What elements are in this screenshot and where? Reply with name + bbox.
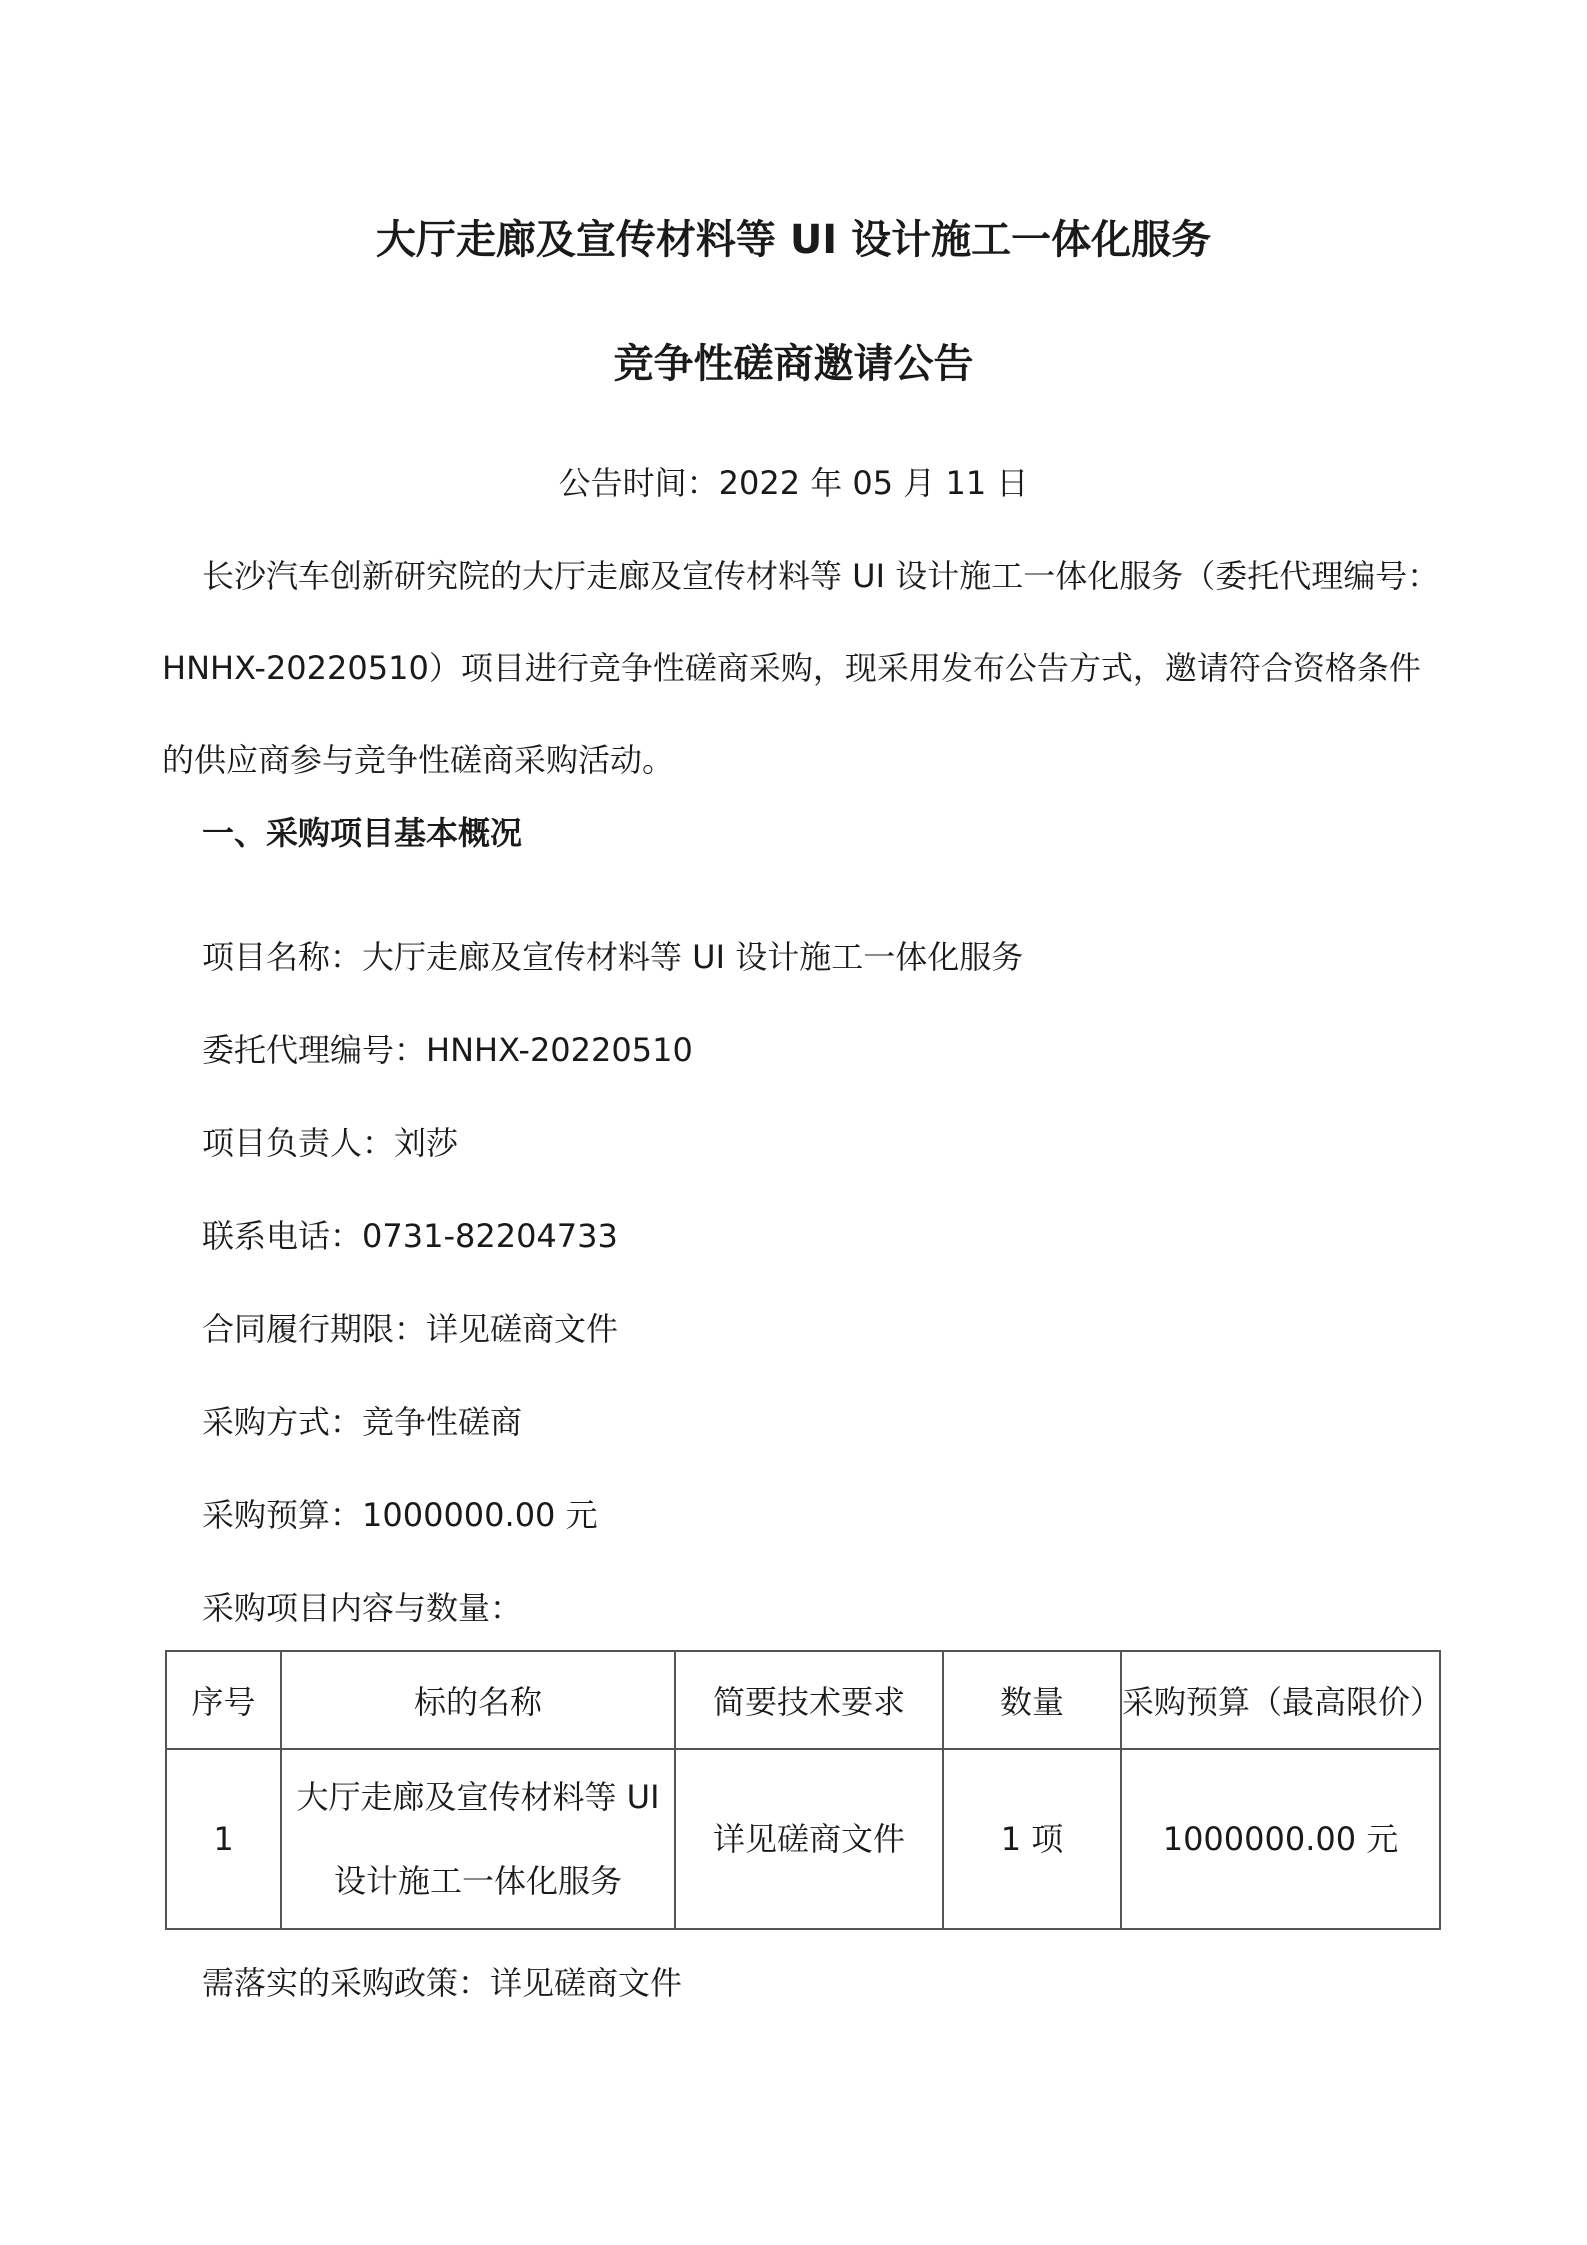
table-header-cell: 采购预算（最高限价） — [1121, 1651, 1440, 1749]
table-cell: 1 项 — [943, 1749, 1121, 1929]
intro-paragraph: 长沙汽车创新研究院的大厅走廊及宣传材料等 UI 设计施工一体化服务（委托代理编号：HNHX-20220510）项目进行竞争性磋商采购，现采用发布公告方式，邀请符合资格条件的供应商参与竞争性磋商采购活动。 — [162, 557, 1440, 779]
policy-field: 需落实的采购政策：详见磋商文件 — [202, 1964, 683, 2002]
procurement-method-field: 采购方式：竞争性磋商 — [202, 1403, 523, 1441]
table-row — [166, 1749, 1440, 1929]
document-title-line1: 大厅走廊及宣传材料等 UI 设计施工一体化服务 — [375, 217, 1212, 263]
table-header-row — [166, 1651, 1440, 1749]
table-header-cell: 序号 — [166, 1651, 281, 1749]
manager-field: 项目负责人：刘莎 — [202, 1124, 459, 1162]
table-cell: 详见磋商文件 — [675, 1749, 943, 1929]
table-header-cell: 数量 — [943, 1651, 1121, 1749]
table-cell: 1 — [166, 1749, 281, 1929]
project-name-field: 项目名称：大厅走廊及宣传材料等 UI 设计施工一体化服务 — [202, 938, 1024, 976]
agent-code-field: 委托代理编号：HNHX-20220510 — [202, 1031, 693, 1069]
table-header-cell: 简要技术要求 — [675, 1651, 943, 1749]
table-cell: 大厅走廊及宣传材料等 UI 设计施工一体化服务 — [281, 1749, 675, 1929]
budget-field: 采购预算：1000000.00 元 — [202, 1496, 598, 1534]
table-cell: 1000000.00 元 — [1121, 1749, 1440, 1929]
contract-period-field: 合同履行期限：详见磋商文件 — [202, 1310, 619, 1348]
table-header-cell: 标的名称 — [281, 1651, 675, 1749]
content-label: 采购项目内容与数量： — [202, 1589, 523, 1627]
phone-field: 联系电话：0731-82204733 — [202, 1217, 618, 1255]
procurement-items-table — [165, 1650, 1441, 1930]
section-heading: 一、采购项目基本概况 — [202, 814, 523, 852]
document-title-line2: 竞争性磋商邀请公告 — [613, 341, 974, 387]
announcement-date: 公告时间：2022 年 05 月 11 日 — [558, 464, 1029, 502]
